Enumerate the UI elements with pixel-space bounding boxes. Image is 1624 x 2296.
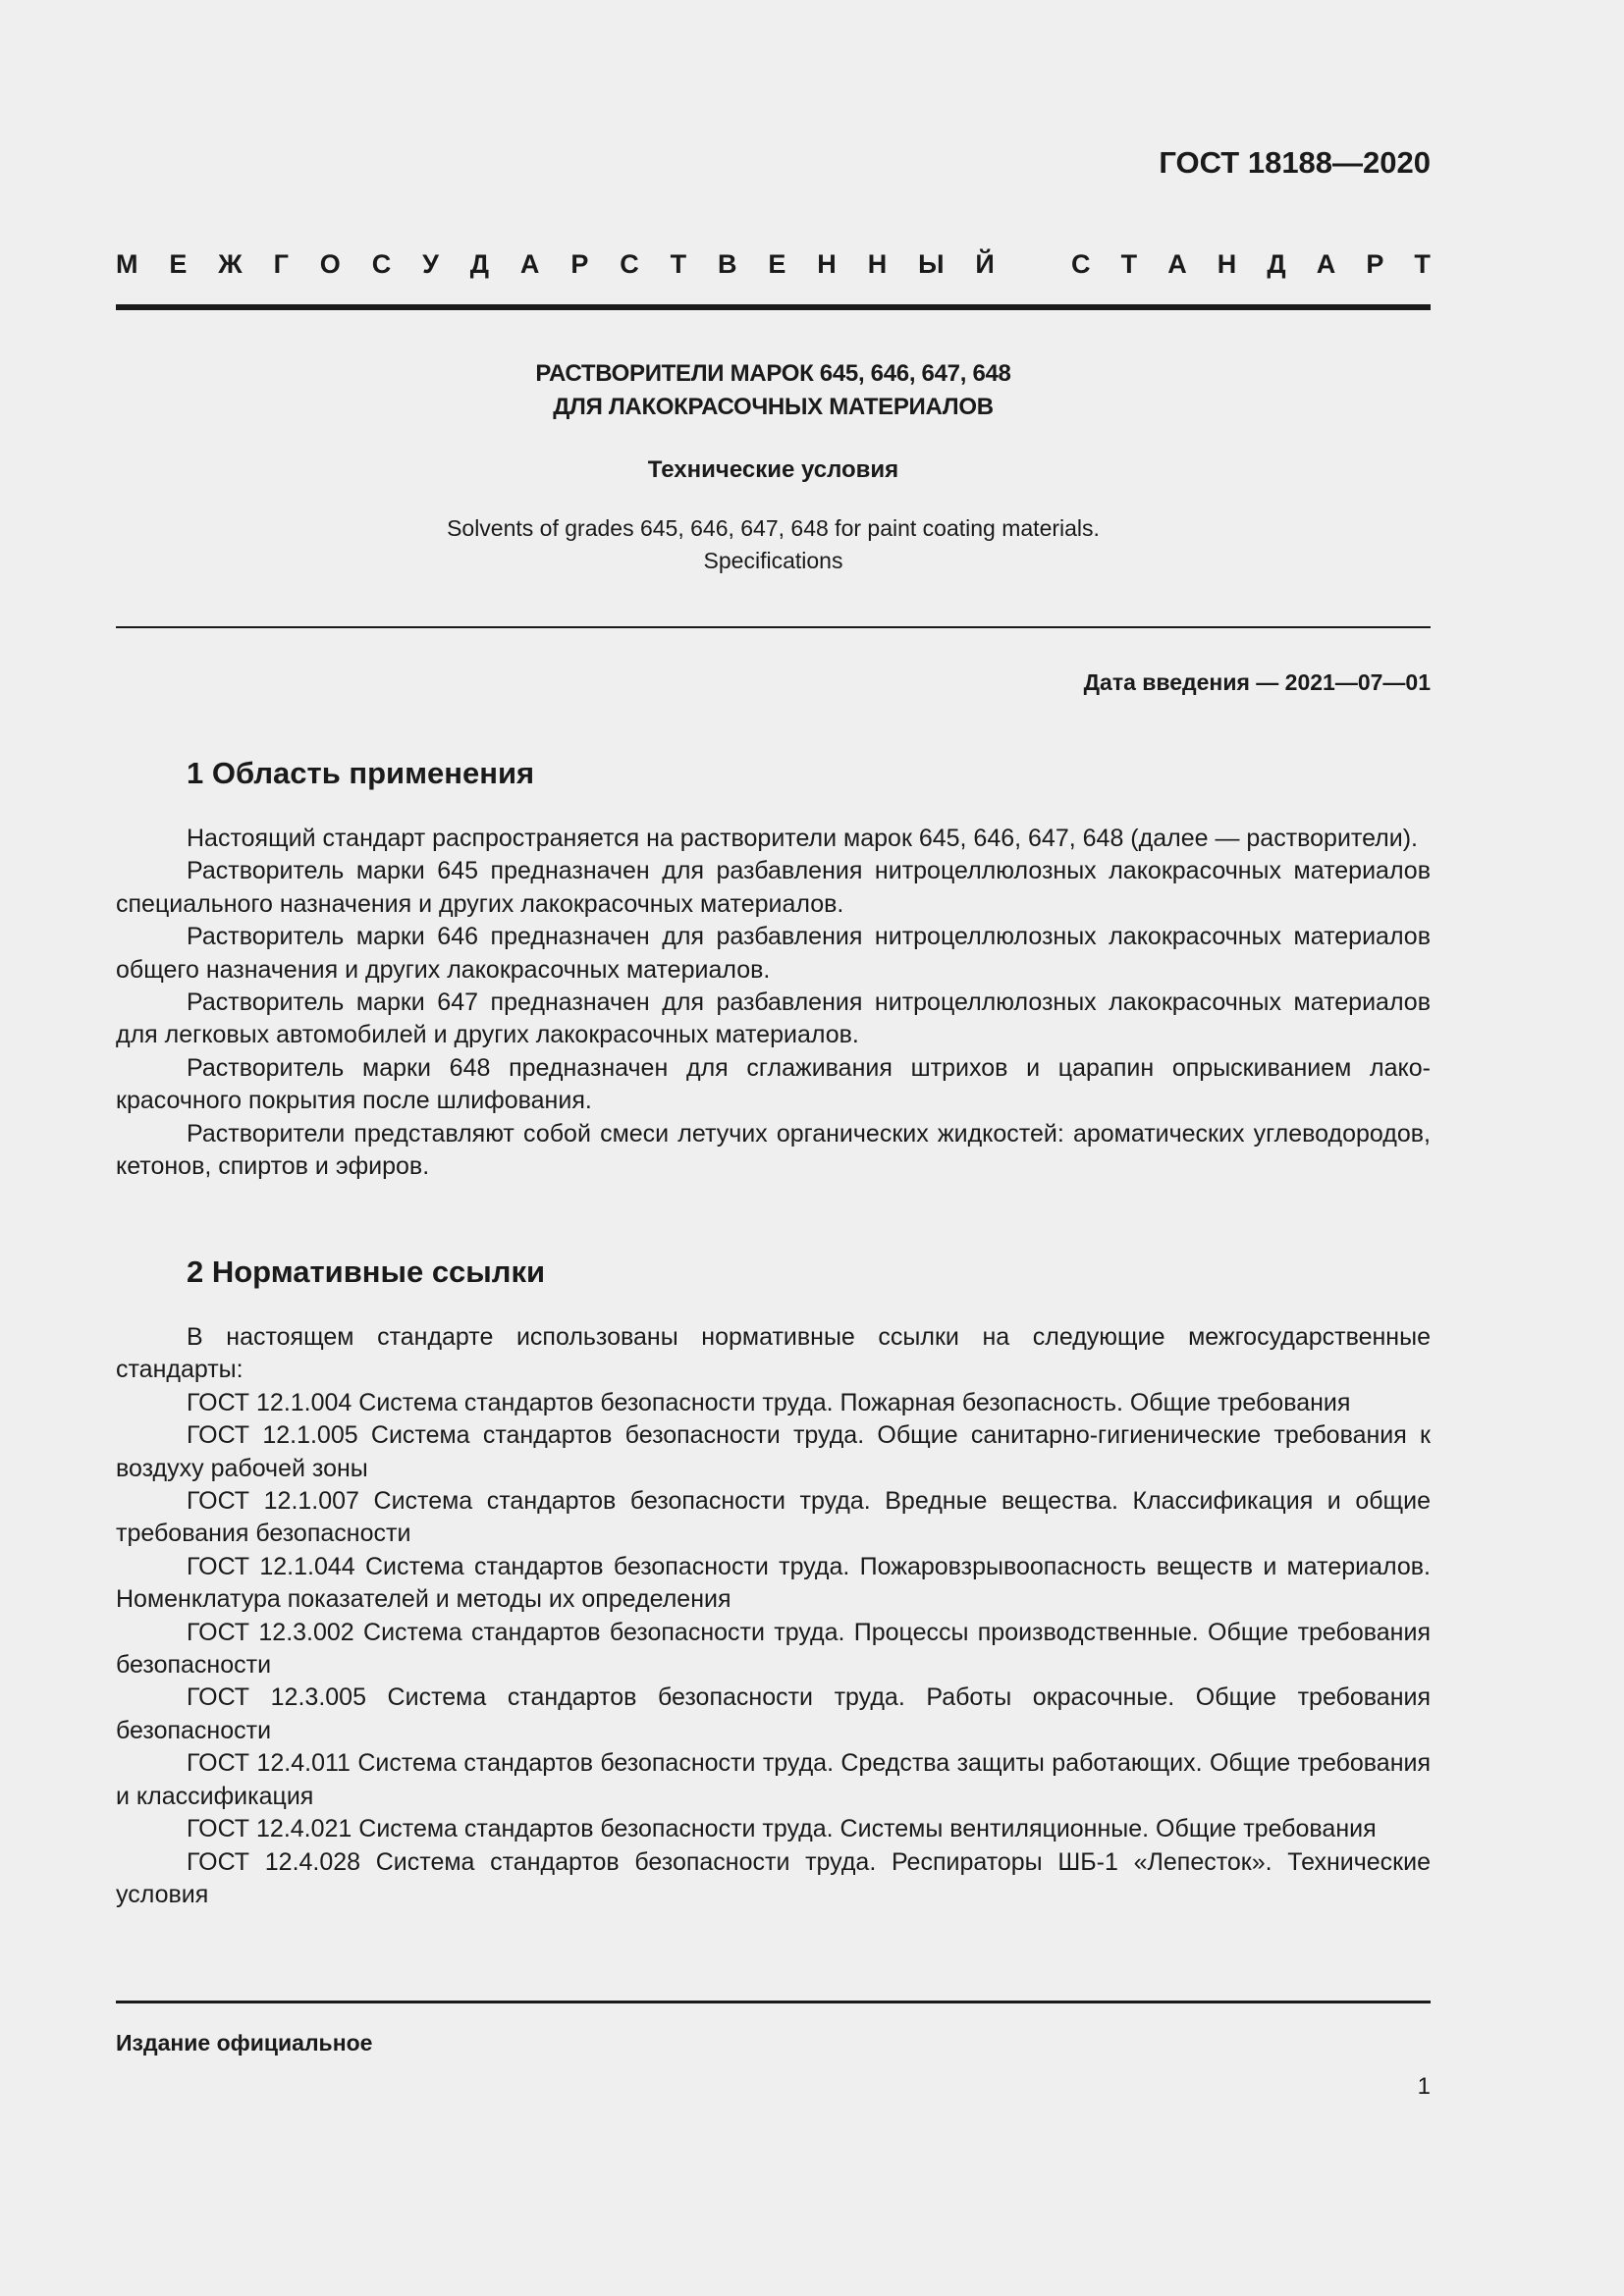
reference-item: ГОСТ 12.1.044 Система стандартов безопасности труда. Пожаровзрывоопасность веществ и материалов. Номенклатура показателей и методы их определения [116,1552,1431,1614]
title-line-2: ДЛЯ ЛАКОКРАСОЧНЫХ МАТЕРИАЛОВ [553,394,994,420]
banner-letter: С [371,249,392,279]
section-heading: 2 Нормативные ссылки [187,1255,546,1289]
title-divider [116,626,1431,628]
banner-letter: А [1167,249,1187,279]
page-number: 1 [1417,2073,1431,2100]
title-subtitle: Технические условия [647,456,899,483]
document-number: ГОСТ 18188—2020 [1159,145,1431,180]
banner-letter: М [116,249,138,279]
banner-letter: Т [1120,249,1138,279]
footer-divider [116,2001,1431,2003]
title-line-1: РАСТВОРИТЕЛИ МАРОК 645, 646, 647, 648 [535,360,1011,387]
banner-letter: Ы [918,249,945,279]
reference-item: ГОСТ 12.3.005 Система стандартов безопасности труда. Работы окрасочные. Общие требования безопасности [116,1683,1431,1744]
paragraph: Растворитель марки 648 предназначен для сглаживания штрихов и царапин опрыскиванием лакокрасочного покрытия после шлифования. [116,1053,1431,1115]
banner-letter: Р [1366,249,1384,279]
reference-item: ГОСТ 12.4.011 Система стандартов безопасности труда. Средства защиты работающих. Общие требования и классификация [116,1749,1431,1810]
reference-item: ГОСТ 12.1.007 Система стандартов безопасности труда. Вредные вещества. Классификация и общие требования безопасности [116,1487,1431,1548]
header-divider [116,304,1431,310]
banner-letter: С [1071,249,1091,279]
reference-item: ГОСТ 12.4.028 Система стандартов безопасности труда. Респираторы ШБ-1 «Лепесток». Технические условия [116,1847,1431,1908]
standard-type-right [1071,249,1431,280]
banner-letter: Г [273,249,289,279]
banner-letter: А [519,249,540,279]
section-body [116,1321,1431,1911]
banner-letter: О [319,249,341,279]
section-body [116,823,1431,1183]
banner-letter: В [718,249,737,279]
reference-item: ГОСТ 12.1.004 Система стандартов безопасности труда. Пожарная безопасность. Общие требования [187,1388,1351,1416]
banner-letter: Й [975,249,995,279]
paragraph: Растворитель марки 647 предназначен для разбавления нитроцеллюлозных лакокрасочных материалов для легковых автомобилей и других лакокрасочных материалов. [116,988,1431,1049]
banner-letter: Т [670,249,687,279]
english-title-line-2: Specifications [703,548,843,573]
english-title [116,512,1431,577]
standard-type-left [116,249,995,280]
paragraph: Настоящий стандарт распространяется на растворители марок 645, 646, 647, 648 (далее — растворители). [187,825,1418,852]
banner-letter: Н [817,249,837,279]
banner-letter: С [620,249,639,279]
paragraph: Растворители представляют собой смеси летучих органических жидкостей: ароматических углеводородов, кетонов, спиртов и эфиров. [116,1119,1431,1181]
standard-type-banner [116,249,1431,280]
edition-label: Издание официальное [116,2030,373,2056]
title-block [116,357,1431,577]
banner-letter: Р [570,249,589,279]
banner-letter: Н [867,249,888,279]
banner-letter: Д [1267,249,1286,279]
section-normative-references [116,1253,1431,1911]
reference-item: ГОСТ 12.1.005 Система стандартов безопасности труда. Общие санитарно-гигиенические требования к воздуху рабочей зоны [116,1421,1431,1482]
introduction-date: Дата введения — 2021—07—01 [1083,669,1431,695]
banner-letter: А [1316,249,1336,279]
section-heading: 1 Область применения [187,756,535,790]
reference-item: ГОСТ 12.4.021 Система стандартов безопасности труда. Системы вентиляционные. Общие требования [187,1815,1377,1843]
banner-letter: У [422,249,439,279]
english-title-line-1: Solvents of grades 645, 646, 647, 648 for paint coating materials. [447,515,1100,541]
banner-letter: Н [1217,249,1237,279]
reference-item: ГОСТ 12.3.002 Система стандартов безопасности труда. Процессы производственные. Общие требования безопасности [116,1618,1431,1680]
banner-letter: Ж [218,249,243,279]
paragraph: Растворитель марки 646 предназначен для разбавления нитроцеллюлозных лакокрасочных материалов общего назначения и других лакокрасочных материалов. [116,923,1431,984]
banner-letter: Д [469,249,490,279]
paragraph: В настоящем стандарте использованы нормативные ссылки на следующие межгосударственные стандарты: [116,1323,1431,1384]
paragraph: Растворитель марки 645 предназначен для разбавления нитроцеллюлозных лакокрасочных материалов специального назначения и других лакокрасочных материалов. [116,857,1431,918]
banner-letter: Е [768,249,786,279]
banner-letter: Т [1414,249,1431,279]
section-scope [116,754,1431,1183]
banner-letter: Е [169,249,188,279]
